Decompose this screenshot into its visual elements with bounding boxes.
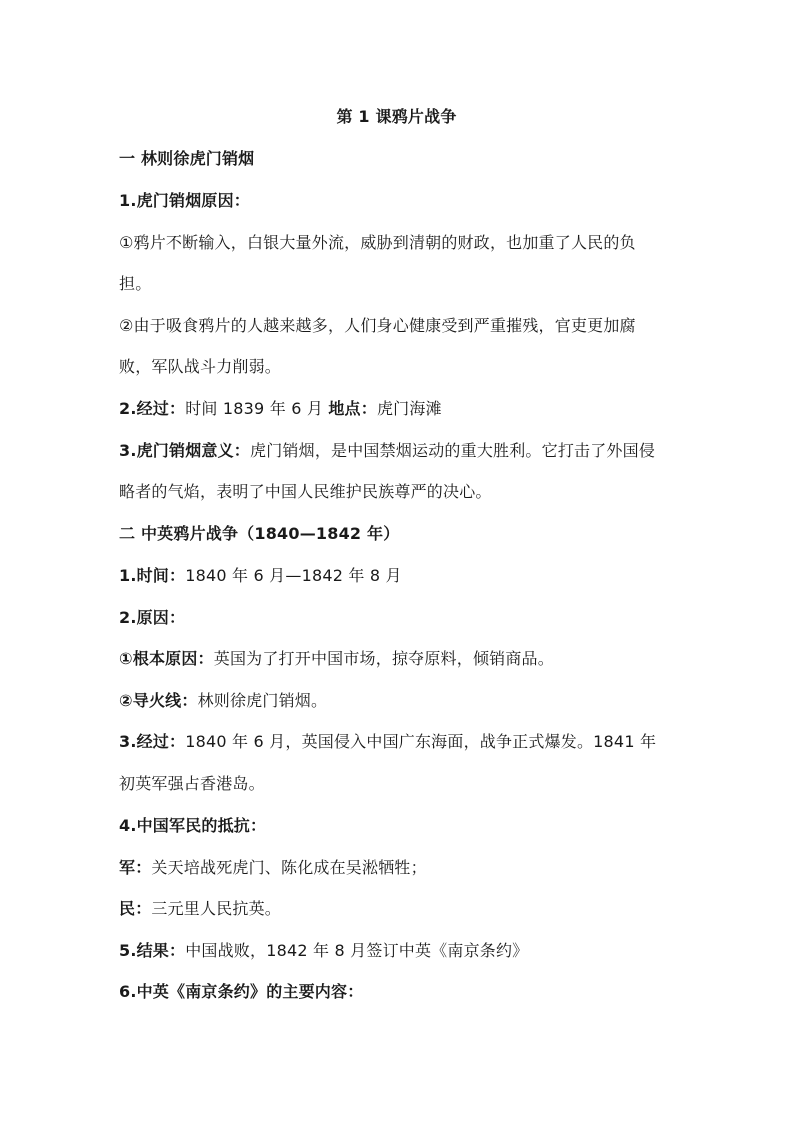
root-cause-label: ①根本原因：: [119, 649, 214, 668]
war-time-line: [119, 565, 679, 587]
process-label: 2.经过：: [119, 399, 186, 418]
process-time: 时间 1839 年 6 月: [185, 399, 329, 418]
fuse-label: ②导火线：: [119, 691, 198, 710]
cause-2-line-2: 败，军队战斗力削弱。: [119, 357, 282, 376]
meaning-line-2: 略者的气焰，表明了中国人民维护民族尊严的决心。: [119, 482, 492, 501]
war-cause-heading: 2.原因：: [119, 608, 186, 627]
place-label: 地点：: [328, 399, 377, 418]
root-cause-line: [119, 648, 679, 670]
cause-1-line-2: 担。: [119, 274, 152, 293]
fuse-value: 林则徐虎门销烟。: [197, 691, 328, 710]
result-line: [119, 940, 679, 962]
meaning-label: 3.虎门销烟意义：: [119, 441, 251, 460]
army-label: 军：: [119, 858, 152, 877]
army-value: 关天培战死虎门、陈化成在吴淞牺牲；: [151, 858, 427, 877]
result-value: 中国战败，1842 年 8 月签订中英《南京条约》: [185, 941, 529, 960]
section-1-heading: 一 林则徐虎门销烟: [119, 149, 255, 168]
war-process-line-2: 初英军强占香港岛。: [119, 774, 265, 793]
meaning-line-1: [119, 440, 679, 462]
war-process-line-1: [119, 731, 679, 753]
lesson-title: 第 1 课鸦片战争: [336, 107, 457, 126]
people-value: 三元里人民抗英。: [151, 899, 282, 918]
root-cause-value: 英国为了打开中国市场，掠夺原料，倾销商品。: [213, 649, 554, 668]
war-process-label: 3.经过：: [119, 732, 186, 751]
cause-heading: 1.虎门销烟原因：: [119, 191, 251, 210]
cause-1-line-1: ①鸦片不断输入，白银大量外流，威胁到清朝的财政，也加重了人民的负: [119, 233, 636, 252]
people-label: 民：: [119, 899, 152, 918]
result-label: 5.结果：: [119, 941, 186, 960]
meaning-text: 虎门销烟，是中国禁烟运动的重大胜利。它打击了外国侵: [250, 441, 656, 460]
process-line: [119, 398, 679, 420]
war-process-text: 1840 年 6 月，英国侵入中国广东海面，战争正式爆发。1841 年: [185, 732, 657, 751]
resistance-heading: 4.中国军民的抵抗：: [119, 816, 267, 835]
war-time-value: 1840 年 6 月—1842 年 8 月: [185, 566, 402, 585]
fuse-line: [119, 690, 679, 712]
war-time-label: 1.时间：: [119, 566, 186, 585]
treaty-heading: 6.中英《南京条约》的主要内容：: [119, 982, 364, 1001]
section-2-heading: 二 中英鸦片战争（1840—1842 年）: [119, 524, 400, 543]
place-value: 虎门海滩: [376, 399, 442, 418]
army-line: [119, 857, 679, 879]
people-line: [119, 898, 679, 920]
cause-2-line-1: ②由于吸食鸦片的人越来越多，人们身心健康受到严重摧残，官吏更加腐: [119, 316, 636, 335]
